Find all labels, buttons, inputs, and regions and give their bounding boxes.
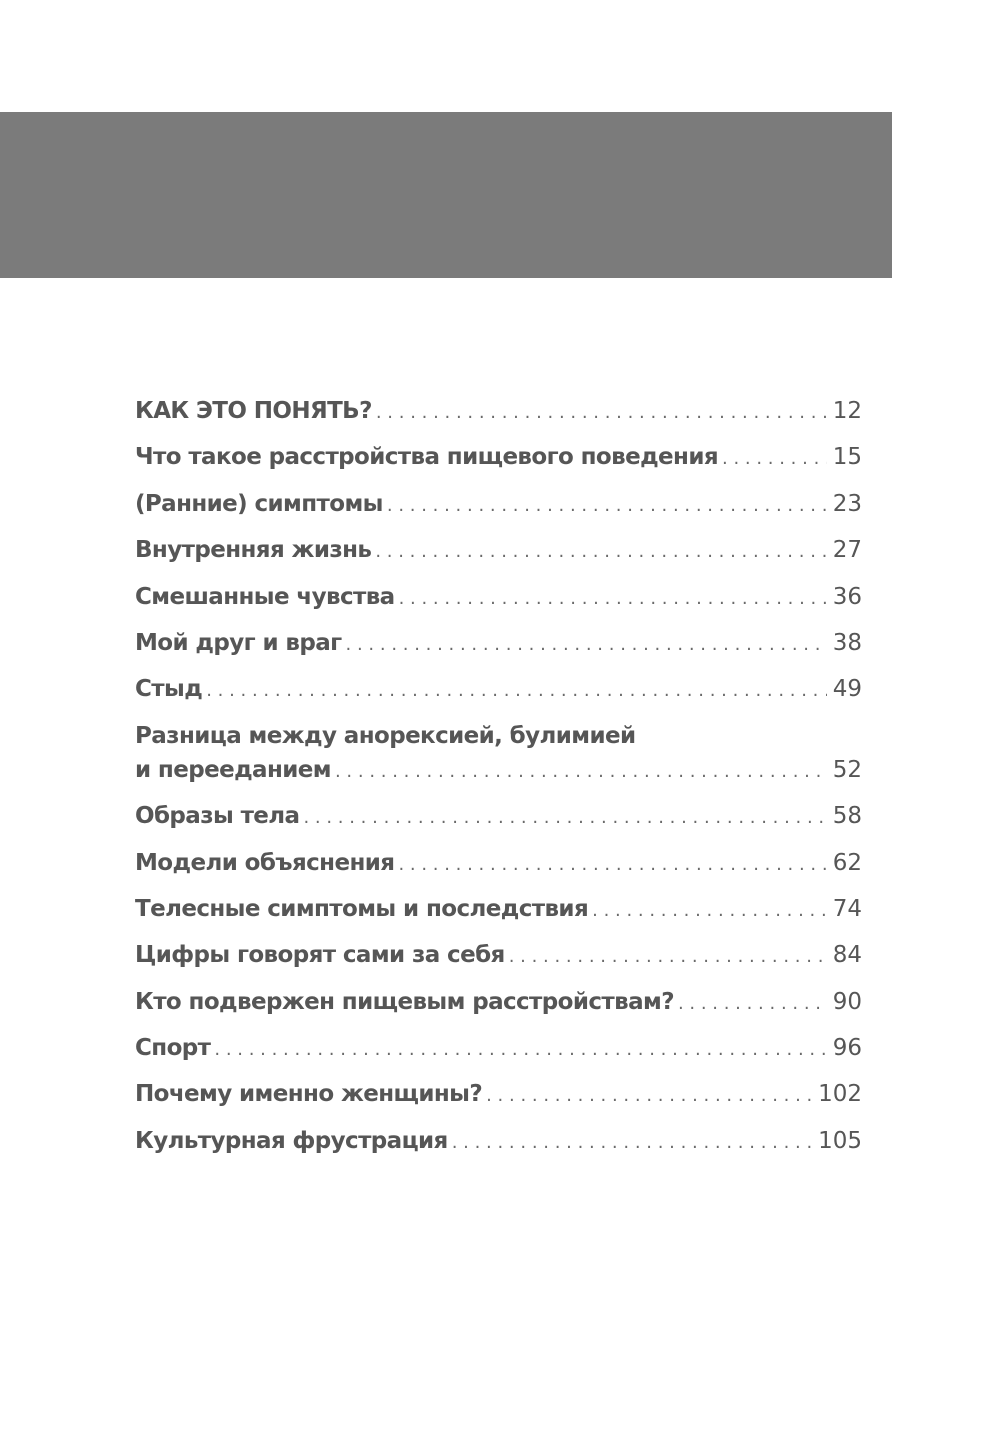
toc-entry-title: Цифры говорят сами за себя [135, 942, 505, 969]
toc-entry[interactable] [135, 938, 862, 974]
toc-entry-page: 27 [832, 537, 862, 564]
toc-entry-page: 84 [832, 942, 862, 969]
toc-entry-page: 15 [832, 444, 862, 471]
toc-entry-title: Телесные симптомы и последствия [135, 895, 589, 922]
dot-leader [678, 987, 827, 1021]
dot-leader [376, 396, 827, 430]
toc-entry[interactable] [135, 719, 862, 789]
dot-leader [722, 442, 827, 476]
toc-entry[interactable] [135, 1031, 862, 1067]
dot-leader [399, 582, 827, 616]
toc-entry-page: 12 [832, 398, 862, 424]
toc-entry-page: 36 [832, 583, 862, 610]
toc-entry-title: Культурная фрустрация [135, 1127, 448, 1154]
toc-entry-title: Внутренняя жизнь [135, 537, 372, 564]
toc-entry[interactable] [135, 487, 862, 523]
toc-entry[interactable] [135, 985, 862, 1021]
dot-leader [214, 1033, 826, 1067]
toc-entry[interactable] [135, 799, 862, 835]
toc-entry-page: 52 [832, 756, 862, 783]
toc-entry[interactable] [135, 440, 862, 476]
toc-entry[interactable] [135, 394, 862, 430]
toc-entry-page: 58 [832, 803, 862, 830]
toc-entry[interactable] [135, 533, 862, 569]
toc-entry[interactable] [135, 846, 862, 882]
dot-leader [335, 755, 827, 789]
toc-entry-page: 90 [832, 988, 862, 1015]
dot-leader [509, 940, 827, 974]
dot-leader [398, 848, 826, 882]
toc-entry-title: Стыд [135, 676, 203, 703]
toc-entry-title: Смешанные чувства [135, 583, 395, 610]
toc-entry[interactable] [135, 626, 862, 662]
toc-entry-page: 74 [832, 895, 862, 922]
toc-entry-page: 49 [832, 676, 862, 703]
toc-entry[interactable] [135, 1077, 862, 1113]
toc-entry-title: Образы тела [135, 803, 300, 830]
toc-entry-page: 105 [818, 1127, 862, 1154]
dot-leader [206, 674, 827, 708]
dot-leader [452, 1126, 812, 1160]
toc-entry-title: Почему именно женщины? [135, 1081, 483, 1108]
toc-entry[interactable] [135, 672, 862, 708]
toc-entry-title-line1: Разница между анорексией, булимией [135, 722, 636, 749]
toc-entry-page: 96 [832, 1035, 862, 1062]
dot-leader [375, 535, 826, 569]
toc-entry-title: (Ранние) симптомы [135, 490, 383, 517]
toc-entry-page: 62 [832, 849, 862, 876]
toc-entry[interactable] [135, 580, 862, 616]
dot-leader [303, 801, 826, 835]
toc-entry-title: Мой друг и враг [135, 629, 342, 656]
toc-entry-title: Что такое расстройства пищевого поведения [135, 444, 719, 471]
dot-leader [486, 1079, 812, 1113]
toc-entry-title: Кто подвержен пищевым расстройствам? [135, 988, 674, 1015]
toc-entry[interactable] [135, 892, 862, 928]
toc-entry-title: Спорт [135, 1035, 211, 1062]
toc-entry[interactable] [135, 1124, 862, 1160]
dot-leader [387, 489, 827, 523]
toc-entry-page: 102 [818, 1081, 862, 1108]
table-of-contents [135, 394, 862, 1170]
toc-entry-page: 38 [832, 629, 862, 656]
dot-leader [346, 628, 827, 662]
toc-entry-title: Модели объяснения [135, 849, 395, 876]
toc-entry-page: 23 [832, 490, 862, 517]
dot-leader [592, 894, 827, 928]
toc-entry-title: и перееданием [135, 756, 331, 783]
toc-entry-title: КАК ЭТО ПОНЯТЬ? [135, 398, 372, 424]
header-band [0, 112, 892, 278]
